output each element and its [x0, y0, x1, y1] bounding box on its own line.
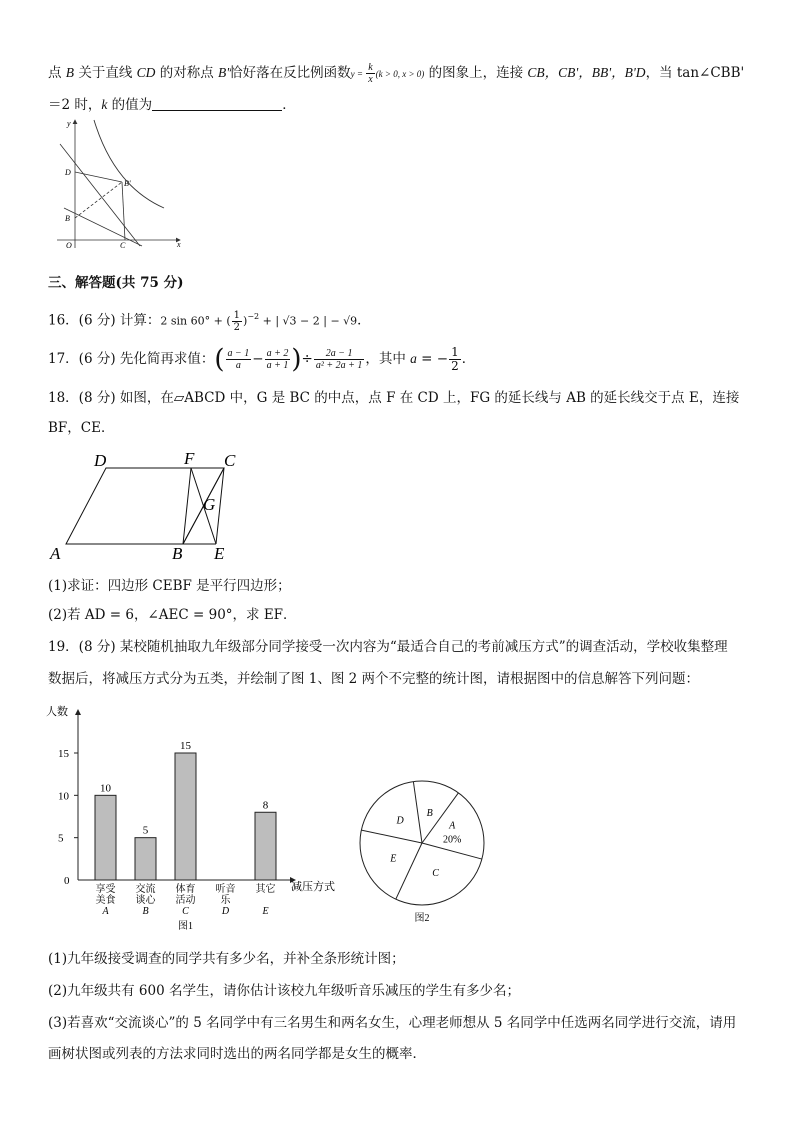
bar — [135, 838, 156, 880]
q15-figure — [52, 116, 187, 251]
q18-line1: 18．(8 分) 如图，在▱ABCD 中，G 是 BC 的中点，点 F 在 CD 上，FG 的延长线与 AB 的延长线交于点 E，连接 — [48, 390, 740, 406]
q18-sub2: (2)若 AD = 6，∠AEC = 90°，求 EF． — [48, 607, 297, 623]
q15-line2: ＝2 时，k 的值为 ． — [48, 97, 296, 113]
fig18-D: D — [94, 451, 107, 470]
category-label: 其它 — [255, 884, 276, 895]
fig18-C: C — [224, 451, 236, 470]
pie-slice-label: E — [390, 853, 397, 865]
fig15-C: C — [120, 241, 126, 250]
y-tick-label: 5 — [58, 832, 64, 845]
y-tick-label: 10 — [58, 790, 69, 803]
bar-chart — [40, 700, 340, 932]
q18-sub1: (1)求证：四边形 CEBF 是平行四边形； — [48, 578, 291, 594]
chart-title: 图2 — [414, 913, 430, 924]
q19-sub2: (2)九年级共有 600 名学生，请你估计该校九年级听音乐减压的学生有多少名； — [48, 983, 520, 999]
category-label: C — [182, 906, 189, 917]
bar-value-label: 10 — [100, 782, 111, 795]
category-label: 美食 — [95, 895, 116, 906]
q19-line2: 数据后，将减压方式分为五类，并绘制了图 1、图 2 两个不完整的统计图，请根据图中的信息解答下列问题： — [48, 671, 700, 687]
q19-sub3b: 画树状图或列表的方法求同时选出的两名同学都是女生的概率． — [48, 1046, 426, 1062]
q18-line2: BF，CE． — [48, 420, 115, 436]
fig18-A: A — [50, 544, 61, 563]
fig15-O: O — [66, 241, 72, 250]
bar — [175, 753, 196, 880]
x-axis-label: 减压方式 — [291, 881, 335, 893]
answer-blank[interactable] — [152, 96, 282, 111]
pie-slice-label: A — [449, 820, 456, 832]
bar-value-label: 8 — [262, 799, 269, 812]
category-label: 交流 — [135, 884, 156, 895]
category-label: 体育 — [175, 884, 196, 895]
pie-chart — [352, 780, 492, 930]
fig15-D: D — [65, 168, 71, 177]
q19-sub3a: (3)若喜欢“交流谈心”的 5 名同学中有三名男生和两名女生，心理老师想从 5 名同学中任选两名同学进行交流，请用 — [48, 1015, 737, 1031]
category-label: E — [262, 906, 269, 917]
q18-figure — [48, 448, 248, 566]
section-title: 三、解答题(共 75 分) — [48, 275, 184, 291]
fig18-F: F — [184, 449, 195, 468]
pie-slice-label: B — [426, 807, 433, 819]
fig15-Bp: B' — [124, 179, 131, 188]
q15-line1: 点 B 关于直线 CD 的对称点 B'恰好落在反比例函数y = $\frac{k}{x}$ (k > 0, x > 0) 的图象上，连接 CB，CB'，BB'，B'D，当 tan∠CBB' — [48, 62, 745, 85]
category-label: D — [221, 906, 230, 917]
bar-value-label: 5 — [142, 824, 149, 837]
fig18-G: G — [203, 495, 216, 514]
q17: 17．(6 分) 先化简再求值：( $\frac{a - 1}{a}$ − $\frac{a + 2}{a + 1}$ )÷ $\frac{2a - 1}{\text{a² + 2a + 1}}$ ，其中 a = − $\frac{1}{2}$ ． — [48, 344, 476, 375]
bar — [255, 812, 276, 880]
fig15-B: B — [65, 214, 70, 223]
fig15-x: x — [177, 240, 181, 249]
category-label: A — [102, 906, 109, 917]
category-label: 活动 — [175, 895, 196, 906]
chart-title: 图1 — [178, 921, 193, 932]
y-tick-label: 15 — [58, 748, 69, 760]
bar-value-label: 15 — [180, 740, 191, 752]
category-label: 享受 — [95, 884, 116, 895]
y-tick-label: 0 — [64, 875, 70, 887]
category-label: B — [142, 906, 149, 917]
y-axis-label: 人数 — [46, 706, 68, 718]
fig18-E: E — [214, 544, 225, 563]
pie-slice-label: C — [432, 868, 439, 880]
fig15-y: y — [67, 119, 71, 128]
category-label: 听音 — [215, 884, 236, 895]
fig18-B: B — [172, 544, 183, 563]
q19-sub1: (1)九年级接受调查的同学共有多少名，并补全条形统计图； — [48, 951, 405, 967]
q19-line1: 19．(8 分) 某校随机抽取九年级部分同学接受一次内容为“最适合自己的考前减压方式”的调查活动，学校收集整理 — [48, 639, 728, 655]
q16: 16．(6 分) 计算：2 sin 60° + ( $\frac{1}{2}$ )$^{-2}$ + | √3 − 2 | − √9． — [48, 309, 371, 333]
pie-slice-percent: 20% — [442, 834, 462, 846]
category-label: 乐 — [220, 895, 231, 906]
category-label: 谈心 — [135, 895, 156, 906]
pie-slice-label: D — [396, 815, 404, 827]
bar — [95, 795, 116, 880]
